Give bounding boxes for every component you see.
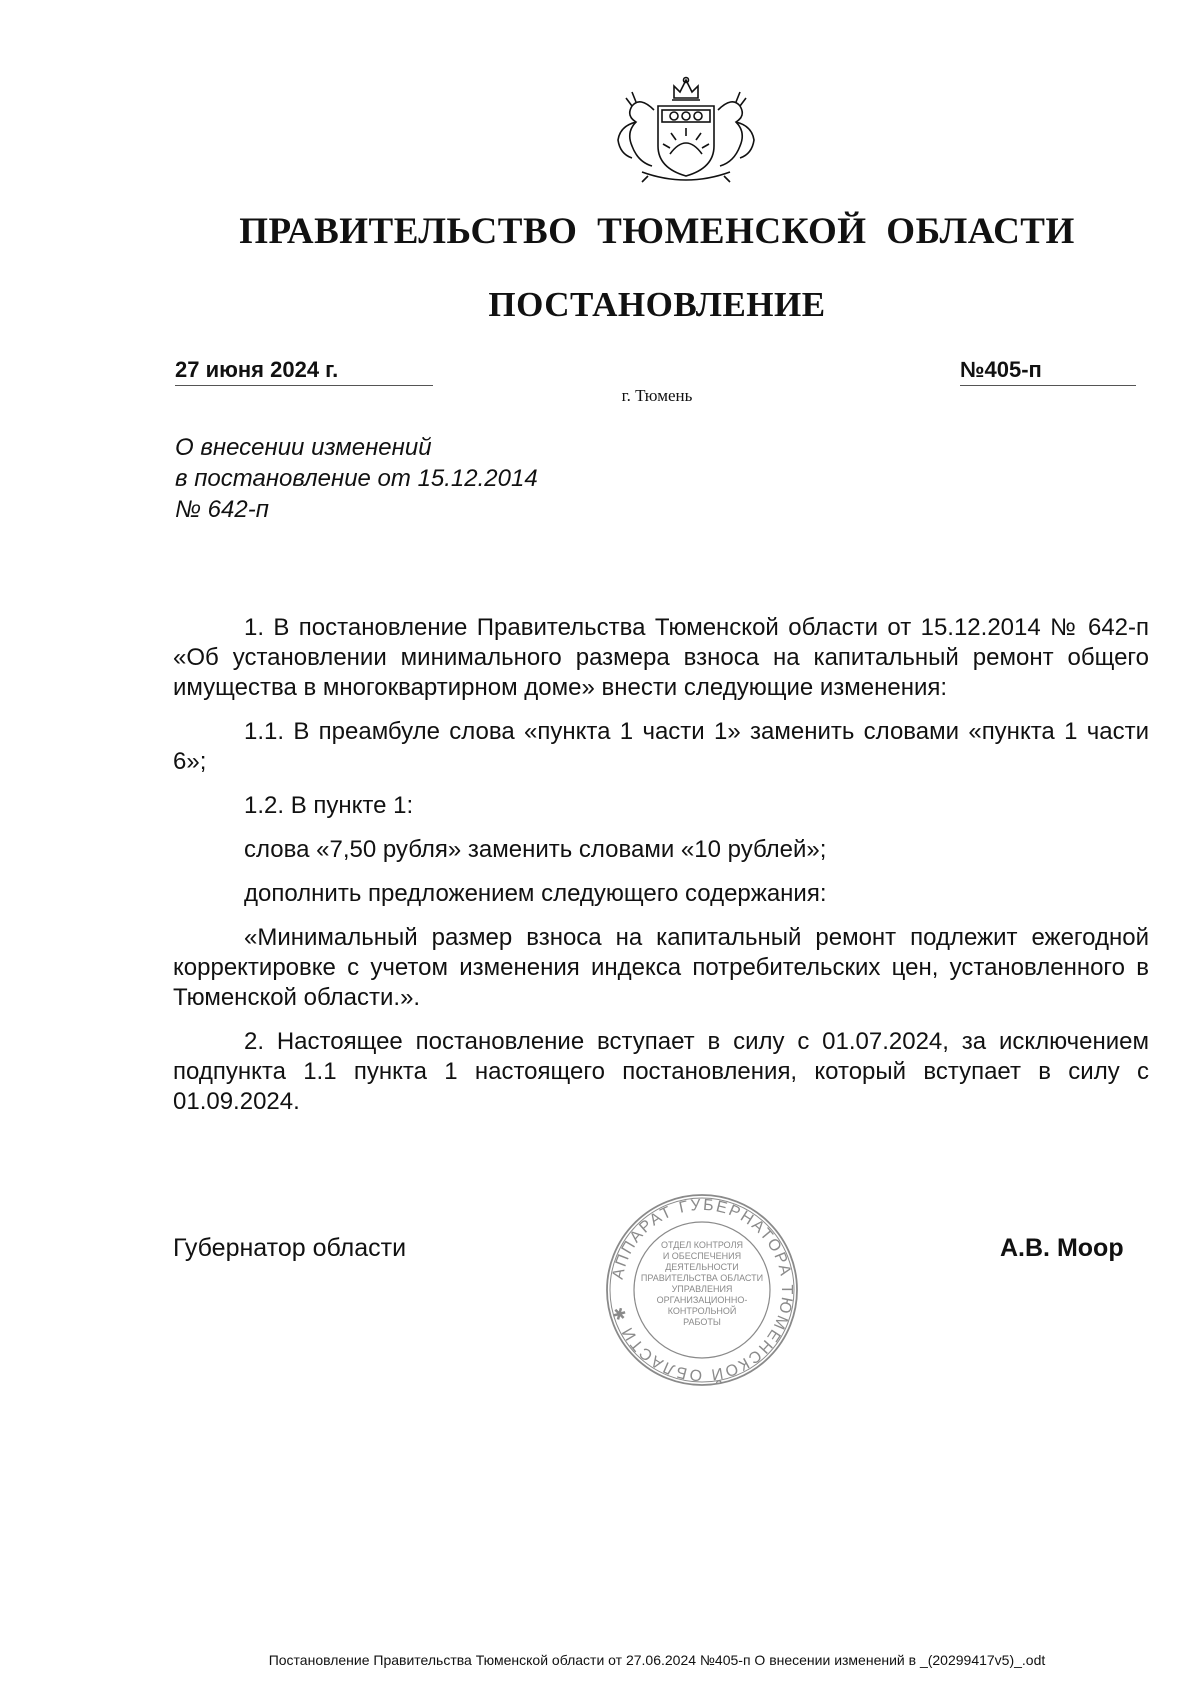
- body-paragraph: слова «7,50 рубля» заменить словами «10 рублей»;: [244, 836, 827, 863]
- document-city: г. Тюмень: [621, 386, 693, 405]
- document-footer: Постановление Правительства Тюменской области от 27.06.2024 №405-п О внесении изменений в _(20299417v5)_.odt: [268, 1652, 1046, 1668]
- body-paragraph: дополнить предложением следующего содержания:: [244, 880, 827, 907]
- signatory-name: А.В. Моор: [1000, 1234, 1124, 1262]
- government-title: ПРАВИТЕЛЬСТВО ТЮМЕНСКОЙ ОБЛАСТИ: [239, 211, 1075, 252]
- document-type-heading: ПОСТАНОВЛЕНИЕ: [488, 285, 826, 324]
- official-stamp: [604, 1192, 800, 1388]
- body-paragraph: 1.2. В пункте 1:: [244, 792, 414, 819]
- subject-line: О внесении изменений: [175, 434, 432, 461]
- subject-line: № 642-п: [175, 496, 269, 523]
- document-date: 27 июня 2024 г.: [175, 357, 433, 386]
- coat-of-arms-emblem: [596, 76, 776, 184]
- svg-text:И ОБЕСПЕЧЕНИЯ: И ОБЕСПЕЧЕНИЯ: [662, 1251, 742, 1261]
- svg-text:КОНТРОЛЬНОЙ: КОНТРОЛЬНОЙ: [667, 1306, 737, 1316]
- document-subject: [175, 432, 675, 525]
- subject-line: в постановление от 15.12.2014: [175, 465, 538, 492]
- svg-text:ОРГАНИЗАЦИОННО-: ОРГАНИЗАЦИОННО-: [656, 1295, 748, 1305]
- svg-text:ДЕЯТЕЛЬНОСТИ: ДЕЯТЕЛЬНОСТИ: [665, 1262, 739, 1272]
- svg-text:УПРАВЛЕНИЯ: УПРАВЛЕНИЯ: [671, 1284, 733, 1294]
- svg-text:ОТДЕЛ КОНТРОЛЯ: ОТДЕЛ КОНТРОЛЯ: [661, 1240, 743, 1250]
- document-number: №405-п: [960, 357, 1136, 386]
- svg-text:АППАРАТ ГУБЕРНАТОРА ТЮМЕНСКОЙ: АППАРАТ ГУБЕРНАТОРА ТЮМЕНСКОЙ ОБЛАСТИ ✱: [609, 1196, 796, 1384]
- body-paragraph: 2. Настоящее постановление вступает в силу с 01.07.2024, за исключением подпункта 1.1 пункта 1 настоящего постановления, который вступает в силу с 01.09.2024.: [173, 1028, 1149, 1115]
- body-paragraph: «Минимальный размер взноса на капитальный ремонт подлежит ежегодной корректировке с учетом изменения индекса потребительских цен, установленного в Тюменской области.».: [173, 924, 1149, 1011]
- body-paragraph: 1.1. В преамбуле слова «пункта 1 части 1» заменить словами «пункта 1 части 6»;: [173, 718, 1149, 775]
- document-body: [173, 613, 1149, 1131]
- svg-text:ПРАВИТЕЛЬСТВА ОБЛАСТИ: ПРАВИТЕЛЬСТВА ОБЛАСТИ: [640, 1273, 764, 1283]
- svg-text:РАБОТЫ: РАБОТЫ: [683, 1317, 721, 1327]
- body-paragraph: 1. В постановление Правительства Тюменской области от 15.12.2014 № 642-п «Об установлении минимального размера взноса на капитальный ремонт общего имущества в многоквартирном доме» внести следующие изменения:: [173, 614, 1149, 701]
- signatory-position: Губернатор области: [173, 1234, 407, 1262]
